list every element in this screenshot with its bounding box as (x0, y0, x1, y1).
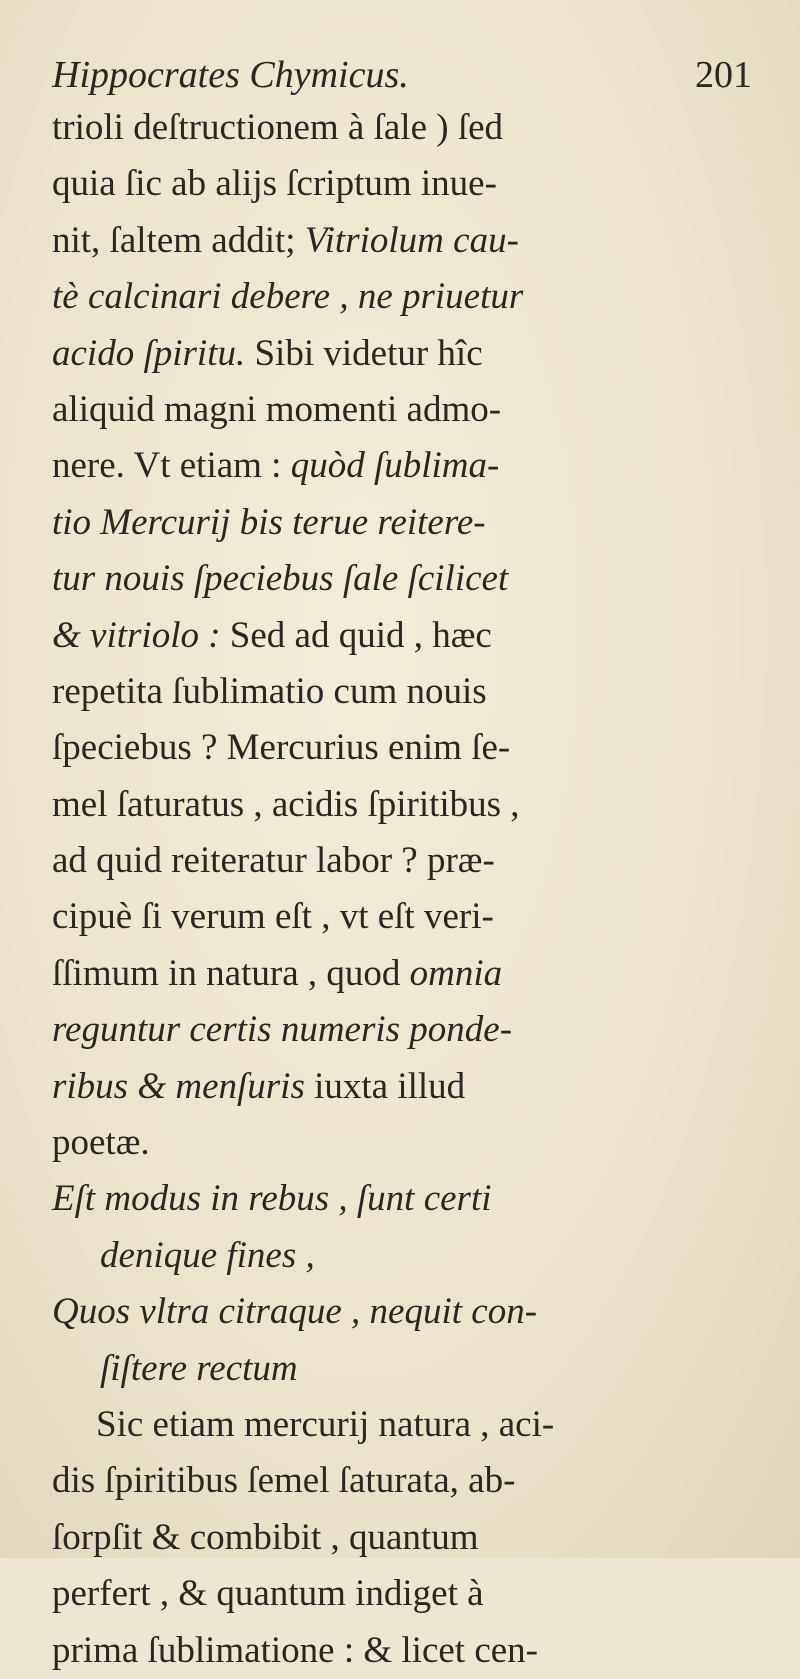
italic-segment: denique fines , (100, 1234, 315, 1276)
text-line (52, 1453, 772, 1509)
italic-segment: ſiſtere rectum (100, 1347, 298, 1389)
roman-segment: ſorpſit & combibit , quantum (52, 1516, 479, 1558)
text-line (52, 1002, 772, 1058)
text-line (52, 495, 772, 551)
text-line (52, 156, 772, 212)
italic-segment: Quos vltra citraque , nequit con- (52, 1291, 538, 1333)
italic-segment: quòd ſublima- (290, 445, 500, 487)
text-line (52, 326, 772, 382)
roman-segment: Sic etiam mercurij natura , aci- (96, 1403, 555, 1445)
roman-segment: prima ſublimatione : & licet cen- (52, 1629, 538, 1671)
italic-segment: tè calcinari debere , ne priuetur (52, 276, 524, 318)
roman-segment: nere. Vt etiam : (52, 445, 291, 487)
text-line (52, 1397, 772, 1453)
roman-segment: poetæ. (52, 1122, 150, 1164)
running-title: Hippocrates Chymicus. (52, 54, 409, 96)
italic-segment: tur nouis ſpeciebus ſale ſcilicet (52, 558, 509, 600)
roman-segment: ſpeciebus ? Mercurius enim ſe- (52, 727, 511, 769)
text-line (52, 551, 772, 607)
text-line (52, 608, 772, 664)
italic-segment: & vitriolo : (52, 614, 221, 656)
italic-segment: reguntur certis numeris ponde- (52, 1009, 513, 1051)
roman-segment: mel ſaturatus , acidis ſpiritibus , (52, 783, 520, 825)
italic-segment: ribus & menſuris (52, 1065, 305, 1107)
text-line (52, 269, 772, 325)
roman-segment: trioli deſtructionem à ſale ) ſed (52, 107, 504, 148)
roman-segment: dis ſpiritibus ſemel ſaturata, ab- (52, 1460, 516, 1502)
text-line (52, 382, 772, 438)
text-line (52, 720, 772, 776)
text-line (52, 1115, 772, 1171)
text-line (52, 777, 772, 833)
roman-segment: ſſimum in natura , quod (52, 952, 410, 994)
italic-segment: Eſt modus in rebus , ſunt certi (52, 1178, 492, 1220)
italic-segment: omnia (409, 952, 503, 994)
roman-segment: ad quid reiteratur labor ? præ- (52, 840, 495, 882)
roman-segment: Sed ad quid , hæc (220, 614, 492, 656)
roman-segment: repetita ſublimatio cum nouis (52, 670, 487, 712)
text-line (52, 1341, 772, 1397)
roman-segment: nit, ſaltem addit; (52, 219, 305, 261)
italic-segment: tio Mercurij bis terue reitere- (52, 501, 486, 543)
text-line (52, 1566, 772, 1622)
text-line (52, 664, 772, 720)
text-line (52, 889, 772, 945)
text-line (52, 213, 772, 269)
text-line (52, 1171, 772, 1227)
italic-segment: acido ſpiritu. (52, 332, 246, 374)
roman-segment: perfert , & quantum indiget à (52, 1573, 484, 1615)
text-line (52, 833, 772, 889)
text-line (52, 1623, 772, 1679)
text-line (52, 100, 772, 156)
roman-segment: Sibi videtur hîc (245, 332, 483, 374)
roman-segment: aliquid magni momenti admo- (52, 388, 502, 430)
page-number: 201 (695, 54, 752, 96)
roman-segment: iuxta illud (304, 1065, 466, 1107)
text-line (52, 946, 772, 1002)
text-line (52, 1059, 772, 1115)
text-line (52, 1284, 772, 1340)
text-line (52, 1228, 772, 1284)
body-text (52, 100, 772, 1679)
italic-segment: Vitriolum cau- (304, 219, 519, 261)
page-header (52, 50, 752, 100)
roman-segment: quia ſic ab alijs ſcriptum inue- (52, 163, 497, 205)
text-line (52, 438, 772, 494)
roman-segment: cipuè ſi verum eſt , vt eſt veri- (52, 896, 494, 938)
